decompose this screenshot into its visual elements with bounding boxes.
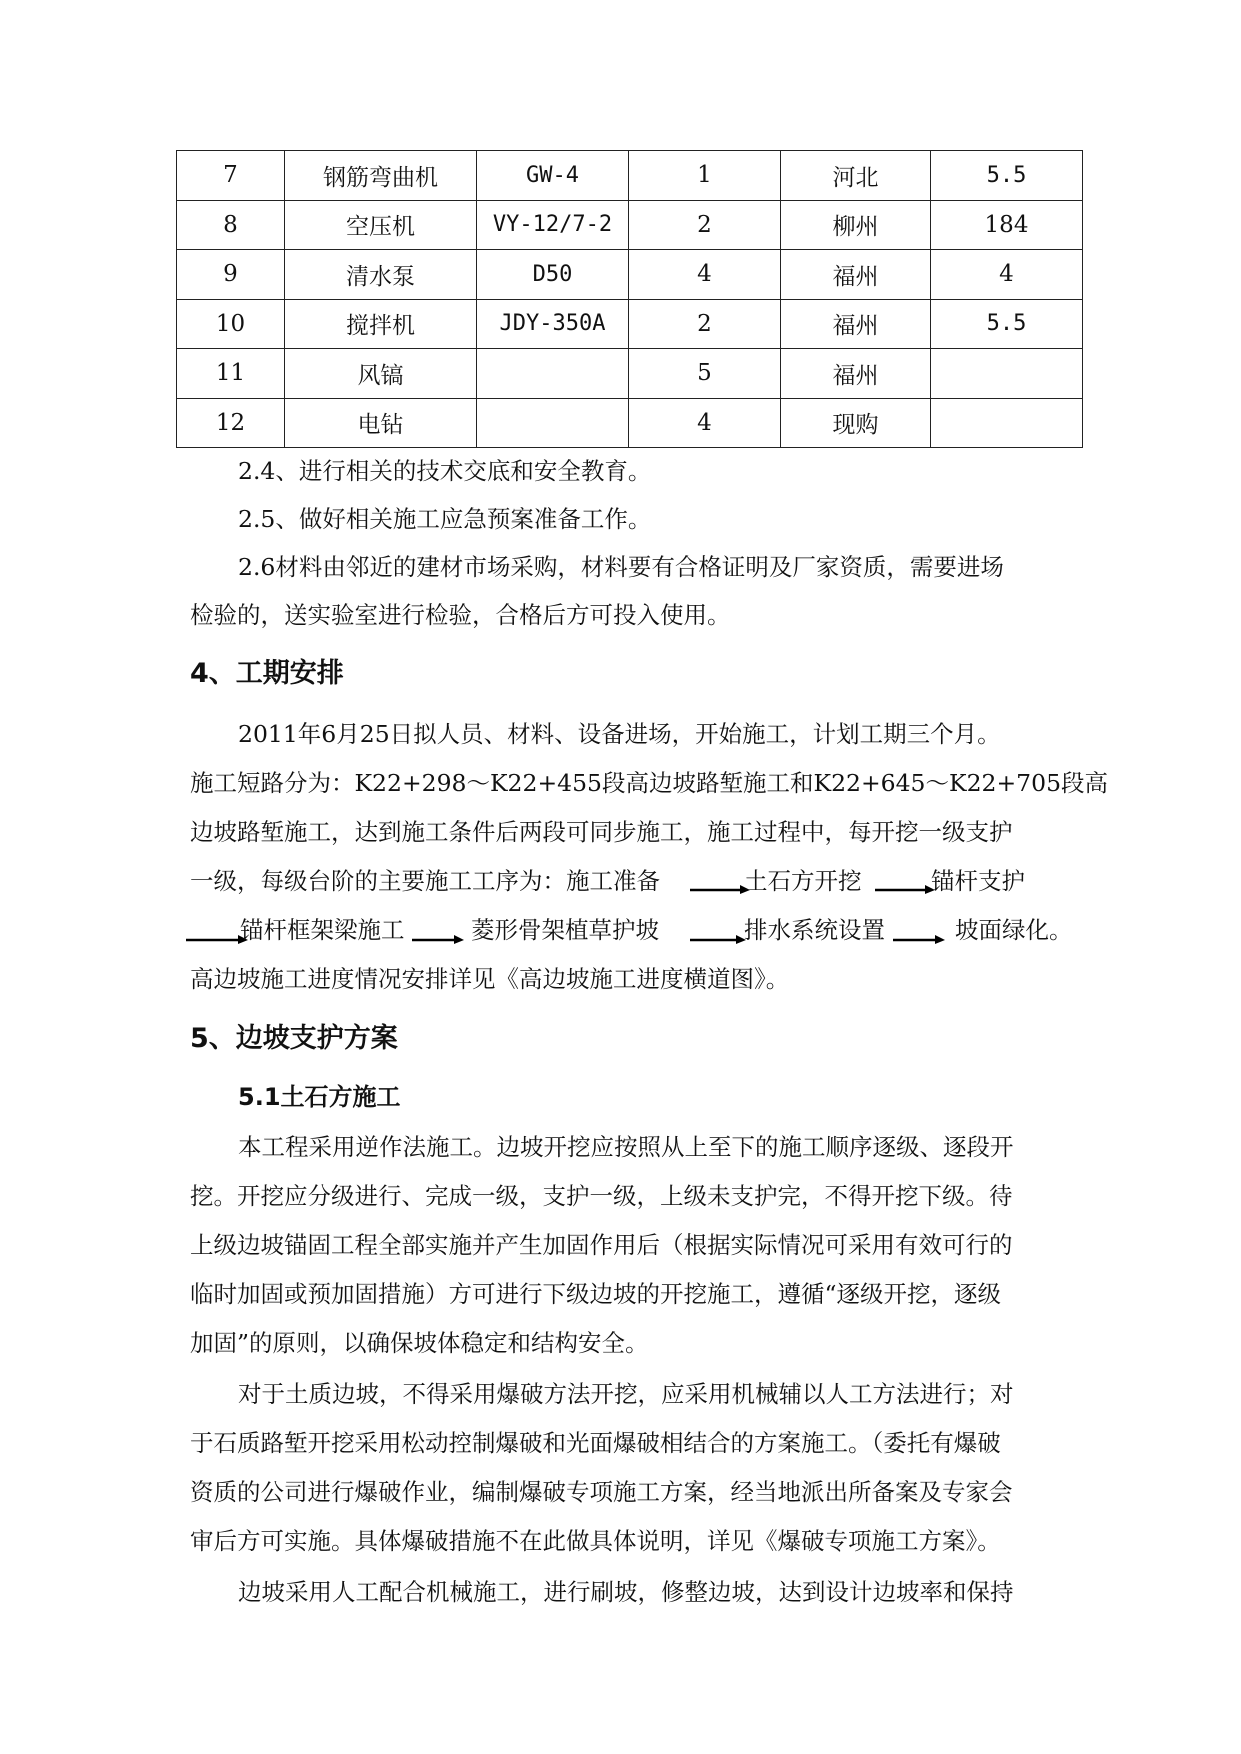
- table-cell: 12: [177, 398, 285, 448]
- flow-step: 坡面绿化。: [955, 916, 1073, 944]
- table-row: [177, 349, 1083, 399]
- table-cell: VY-12/7-2: [477, 200, 629, 250]
- section-5-heading: 5、边坡支护方案: [190, 1023, 398, 1054]
- item-2-4: 2.4、进行相关的技术交底和安全教育。: [238, 457, 652, 485]
- table-cell: D50: [477, 250, 629, 300]
- paragraph-line: 资质的公司进行爆破作业，编制爆破专项施工方案，经当地派出所备案及专家会: [190, 1478, 1013, 1506]
- table-cell: 184: [931, 200, 1083, 250]
- table-cell: [477, 398, 629, 448]
- arrow-right-icon: [690, 881, 750, 895]
- table-cell: 电钻: [285, 398, 477, 448]
- table-cell: 风镐: [285, 349, 477, 399]
- table-cell: 现购: [781, 398, 931, 448]
- table-cell: 4: [629, 250, 781, 300]
- item-2-5: 2.5、做好相关施工应急预案准备工作。: [238, 505, 652, 533]
- section-5-1-heading: 5.1土石方施工: [238, 1083, 401, 1111]
- paragraph-line: 加固”的原则，以确保坡体稳定和结构安全。: [190, 1329, 649, 1357]
- arrow-right-icon: [893, 931, 945, 945]
- table-cell: 福州: [781, 250, 931, 300]
- equipment-table: [176, 150, 1083, 448]
- table-cell: [931, 349, 1083, 399]
- table-row: [177, 200, 1083, 250]
- table-cell: 5.5: [931, 151, 1083, 201]
- flow-step: 土石方开挖: [744, 867, 862, 895]
- table-cell: 9: [177, 250, 285, 300]
- section-4-line3: 边坡路堑施工，达到施工条件后两段可同步施工，施工过程中，每开挖一级支护: [190, 818, 1013, 846]
- section-4-heading: 4、工期安排: [190, 658, 344, 689]
- table-cell: 搅拌机: [285, 299, 477, 349]
- paragraph-line: 上级边坡锚固工程全部实施并产生加固作用后（根据实际情况可采用有效可行的: [190, 1231, 1013, 1259]
- table-cell: GW-4: [477, 151, 629, 201]
- table-row: [177, 151, 1083, 201]
- arrow-right-icon: [186, 931, 248, 945]
- table-cell: 5: [629, 349, 781, 399]
- paragraph-line: 临时加固或预加固措施）方可进行下级边坡的开挖施工，遵循“逐级开挖，逐级: [190, 1280, 1002, 1308]
- paragraph-line: 边坡采用人工配合机械施工，进行刷坡，修整边坡，达到设计边坡率和保持: [238, 1578, 1014, 1606]
- table-cell: 7: [177, 151, 285, 201]
- item-2-6-line1: 2.6材料由邻近的建材市场采购，材料要有合格证明及厂家资质，需要进场: [238, 553, 1004, 581]
- table-cell: 4: [629, 398, 781, 448]
- arrow-right-icon: [412, 931, 464, 945]
- table-row: [177, 299, 1083, 349]
- flow-step: 排水系统设置: [744, 916, 885, 944]
- table-cell: 空压机: [285, 200, 477, 250]
- table-cell: 福州: [781, 349, 931, 399]
- item-2-6-line2: 检验的，送实验室进行检验，合格后方可投入使用。: [190, 601, 731, 629]
- table-cell: 4: [931, 250, 1083, 300]
- arrow-right-icon: [875, 881, 935, 895]
- flow-step: 锚杆支护: [931, 867, 1025, 895]
- table-cell: 河北: [781, 151, 931, 201]
- paragraph-line: 于石质路堑开挖采用松动控制爆破和光面爆破相结合的方案施工。（委托有爆破: [190, 1429, 1001, 1457]
- table-cell: 清水泵: [285, 250, 477, 300]
- paragraph-line: 对于土质边坡，不得采用爆破方法开挖，应采用机械辅以人工方法进行；对: [238, 1380, 1014, 1408]
- table-cell: [477, 349, 629, 399]
- table-cell: 8: [177, 200, 285, 250]
- section-4-line1: 2011年6月25日拟人员、材料、设备进场，开始施工，计划工期三个月。: [238, 720, 1001, 748]
- paragraph-line: 审后方可实施。具体爆破措施不在此做具体说明，详见《爆破专项施工方案》。: [190, 1527, 1001, 1555]
- table-cell: 柳州: [781, 200, 931, 250]
- flow-step: 菱形骨架植草护坡: [471, 916, 659, 944]
- table-cell: [931, 398, 1083, 448]
- table-cell: 1: [629, 151, 781, 201]
- table-cell: 5.5: [931, 299, 1083, 349]
- table-cell: 钢筋弯曲机: [285, 151, 477, 201]
- arrow-right-icon: [690, 931, 746, 945]
- section-4-line2: 施工短路分为：K22+298～K22+455段高边坡路堑施工和K22+645～K22+705段高: [190, 769, 1109, 797]
- table-cell: JDY-350A: [477, 299, 629, 349]
- section-4-line6: 高边坡施工进度情况安排详见《高边坡施工进度横道图》。: [190, 965, 790, 993]
- table-cell: 2: [629, 200, 781, 250]
- table-row: [177, 250, 1083, 300]
- table-cell: 10: [177, 299, 285, 349]
- paragraph-line: 挖。开挖应分级进行、完成一级，支护一级，上级未支护完，不得开挖下级。待: [190, 1182, 1013, 1210]
- flow-step: 锚杆框架梁施工: [240, 916, 405, 944]
- paragraph-line: 本工程采用逆作法施工。边坡开挖应按照从上至下的施工顺序逐级、逐段开: [238, 1133, 1014, 1161]
- table-cell: 福州: [781, 299, 931, 349]
- table-cell: 11: [177, 349, 285, 399]
- table-cell: 2: [629, 299, 781, 349]
- section-4-line4: 一级，每级台阶的主要施工工序为：施工准备: [190, 867, 660, 895]
- table-row: [177, 398, 1083, 448]
